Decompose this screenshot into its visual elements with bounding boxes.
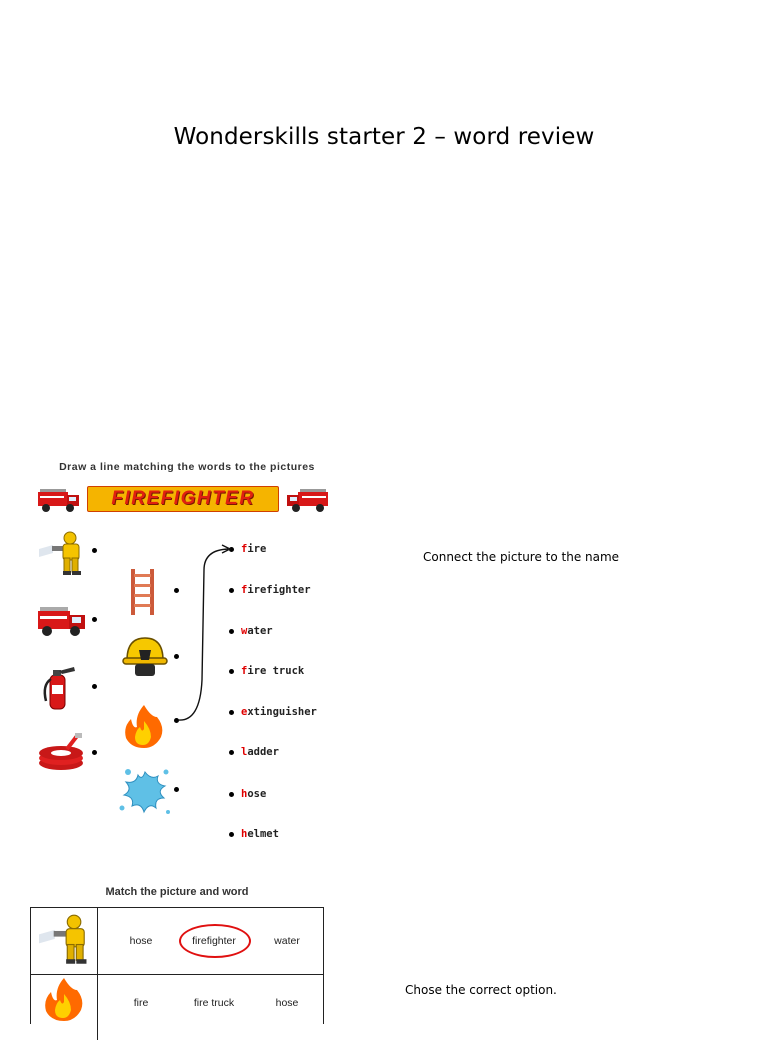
match-instruction: Match the picture and word: [105, 886, 249, 898]
match-dot[interactable]: [229, 792, 234, 797]
option-word[interactable]: fire truck: [193, 997, 235, 1009]
option-word[interactable]: hose: [129, 935, 153, 947]
helmet-icon: [121, 634, 169, 680]
word-item: helmet: [241, 828, 279, 840]
match-dot[interactable]: [229, 750, 234, 755]
water-splash-icon: [118, 764, 172, 818]
fire-truck-icon: [285, 484, 329, 514]
match-dot[interactable]: [92, 617, 97, 622]
word-item: hose: [241, 788, 267, 800]
word-item: ladder: [241, 746, 279, 758]
word-item: fire truck: [241, 665, 305, 677]
firefighter-icon: [35, 914, 95, 966]
flame-icon: [121, 703, 167, 749]
picture-cell: [31, 908, 98, 974]
match-side-note: Chose the correct option.: [405, 983, 557, 997]
option-word[interactable]: firefighter: [192, 935, 236, 947]
word-item: fire: [241, 543, 267, 555]
hose-icon: [37, 733, 87, 773]
table-row: [31, 908, 323, 975]
banner-title: FIREFIGHTER: [87, 486, 279, 512]
worksheet-instruction: Draw a line matching the words to the pictures: [59, 461, 315, 473]
page-title: Wonderskills starter 2 – word review: [173, 124, 595, 150]
match-table: [30, 907, 324, 1024]
match-dot[interactable]: [229, 832, 234, 837]
word-item: water: [241, 625, 273, 637]
match-dot[interactable]: [92, 548, 97, 553]
picture-cell: [31, 974, 98, 1040]
example-match-line: [170, 540, 240, 730]
option-word[interactable]: fire: [133, 997, 149, 1009]
fire-truck-icon: [37, 603, 87, 637]
word-item: firefighter: [241, 584, 311, 596]
fire-extinguisher-icon: [40, 663, 80, 711]
option-word[interactable]: water: [274, 935, 300, 947]
match-dot[interactable]: [174, 787, 179, 792]
flame-icon: [40, 976, 88, 1022]
match-dot[interactable]: [92, 750, 97, 755]
matching-side-note: Connect the picture to the name: [423, 550, 620, 564]
option-word[interactable]: hose: [275, 997, 299, 1009]
word-item: extinguisher: [241, 706, 317, 718]
table-row: [31, 974, 323, 1040]
firefighter-icon: [37, 531, 87, 577]
match-dot[interactable]: [92, 684, 97, 689]
firefighter-banner: [37, 483, 329, 515]
ladder-icon: [126, 568, 160, 616]
fire-truck-icon: [37, 484, 81, 514]
